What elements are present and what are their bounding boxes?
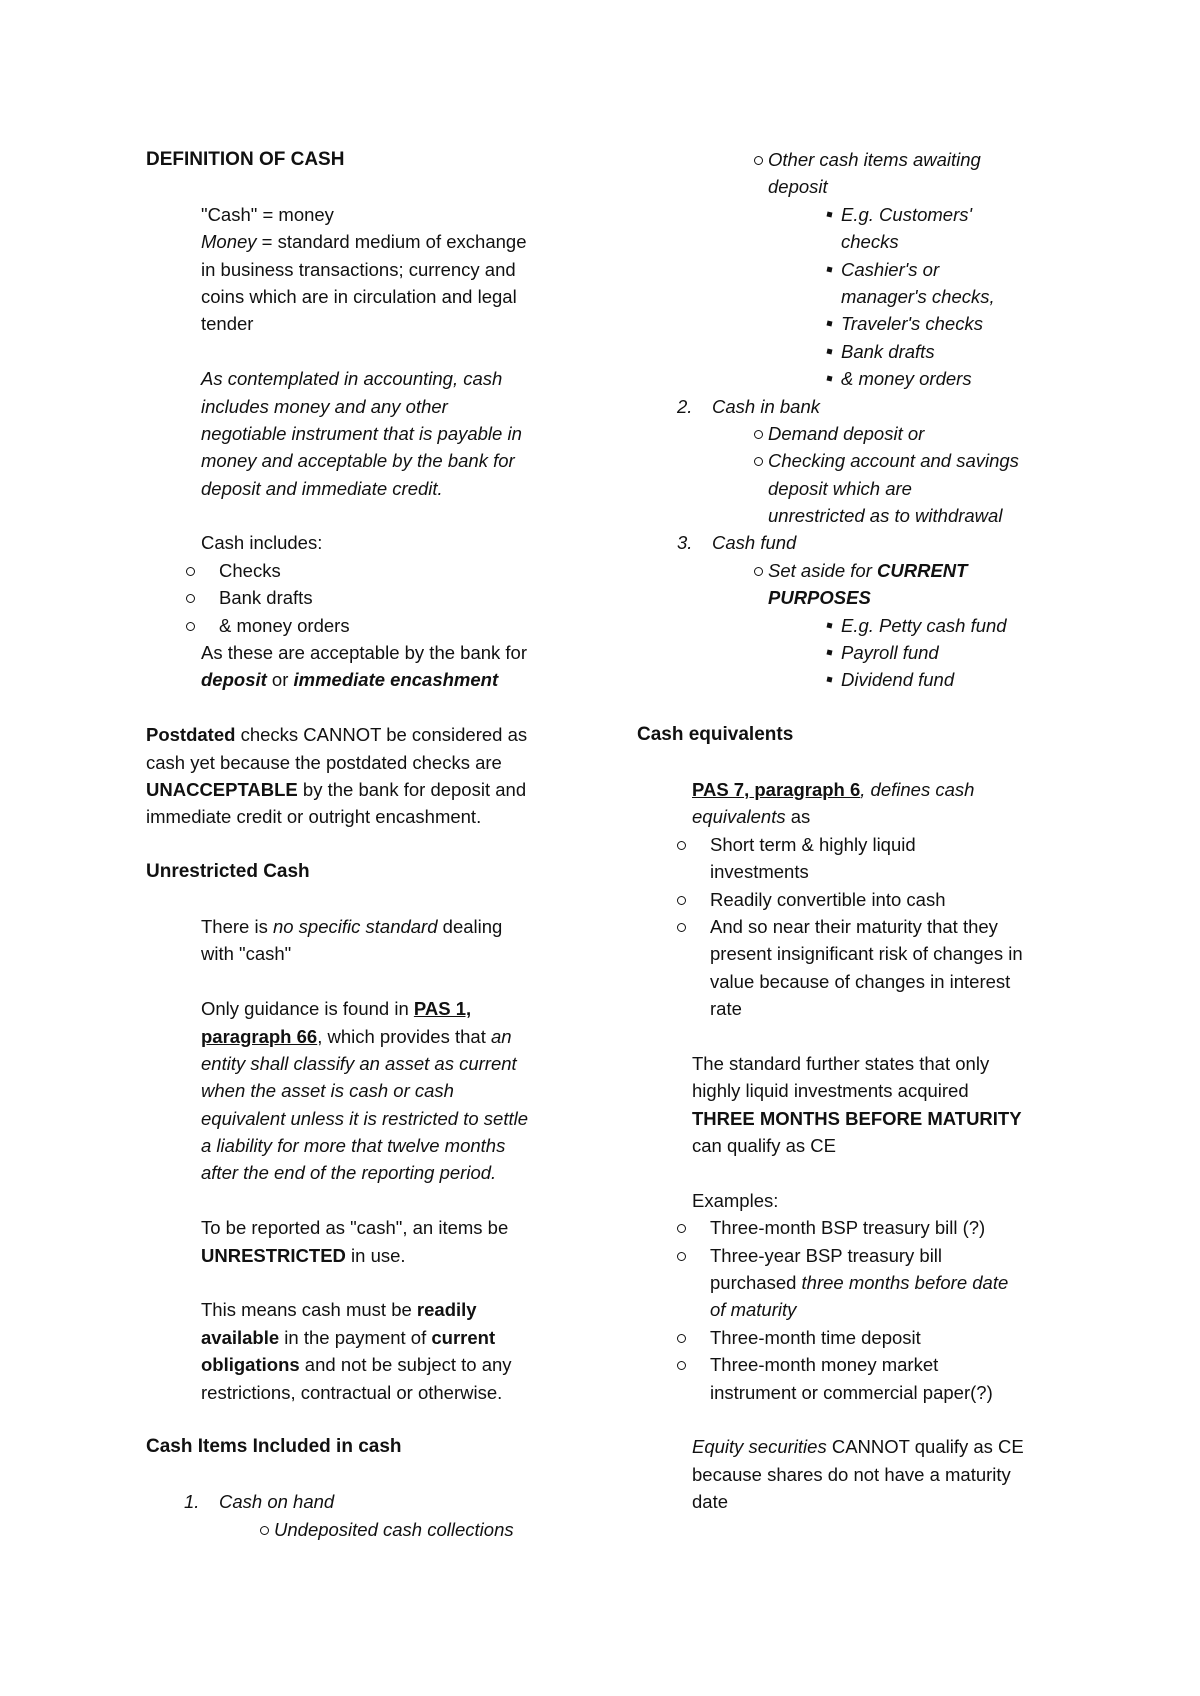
postdated-line: UNACCEPTABLE by the bank for deposit and [146,778,527,800]
unrestricted-line: paragraph 66, which provides that an [201,1025,512,1047]
accounting-definition-line: As contemplated in accounting, cash [201,368,503,390]
list-item: Three-month time deposit [637,1324,1077,1351]
list-item: Demand deposit or [637,420,1077,447]
list-item: & money orders [637,365,1077,392]
list-item: Three-month BSP treasury bill (?) [637,1214,1077,1241]
circle-bullet-icon [186,567,195,576]
list-item-continuation: PURPOSES [768,587,871,609]
pas7-line: PAS 7, paragraph 6, defines cash [692,778,975,800]
list-item: E.g. Customers' [637,201,1077,228]
list-item: And so near their maturity that they [637,913,1077,940]
acceptable-line: As these are acceptable by the bank for [201,642,528,664]
circle-bullet-icon [677,841,686,850]
list-item-continuation: checks [841,231,899,253]
list-item-continuation: deposit which are [768,477,912,499]
money-definition-line: Money = standard medium of exchange [201,231,527,253]
cash-equivalents-heading: Cash equivalents [637,724,794,746]
square-bullet-icon [827,266,833,272]
list-item: Dividend fund [637,666,1077,693]
list-item: Payroll fund [637,639,1077,666]
list-item: 2. Cash in bank [677,395,820,417]
list-item: Undeposited cash collections [146,1516,586,1543]
circle-bullet-icon [186,594,195,603]
list-item: Three-year BSP treasury bill [637,1242,1077,1269]
circle-bullet-icon [677,1224,686,1233]
list-item: Traveler's checks [637,310,1077,337]
list-item-continuation: purchased three months before date [710,1272,1009,1294]
unrestricted-line: To be reported as "cash", an items be [201,1217,509,1239]
list-item: Set aside for CURRENT [637,557,1077,584]
accounting-definition-line: includes money and any other [201,395,448,417]
standard-line: can qualify as CE [692,1135,836,1157]
list-item: Checks [146,557,586,584]
unrestricted-line: restrictions, contractual or otherwise. [201,1381,503,1403]
circle-bullet-icon [754,430,763,439]
standard-line: highly liquid investments acquired [692,1080,969,1102]
cash-equals-money: "Cash" = money [201,203,334,225]
square-bullet-icon [827,677,833,683]
list-item-continuation: manager's checks, [841,285,995,307]
square-bullet-icon [827,348,833,354]
examples-label: Examples: [692,1189,779,1211]
list-item: E.g. Petty cash fund [637,612,1077,639]
square-bullet-icon [827,622,833,628]
postdated-line: cash yet because the postdated checks are [146,751,502,773]
list-item: Three-month money market [637,1351,1077,1378]
equity-line: because shares do not have a maturity [692,1463,1011,1485]
cash-includes-label: Cash includes: [201,532,323,554]
unrestricted-line: entity shall classify an asset as current [201,1052,517,1074]
list-item-continuation: deposit [768,176,828,198]
postdated-line: Postdated checks CANNOT be considered as [146,724,528,746]
list-item-continuation: unrestricted as to withdrawal [768,505,1003,527]
unrestricted-line: a liability for more that twelve months [201,1135,506,1157]
list-item-continuation: rate [710,998,742,1020]
list-item: Bank drafts [146,584,586,611]
equity-line: date [692,1491,729,1513]
square-bullet-icon [827,376,833,382]
postdated-line: immediate credit or outright encashment. [146,806,482,828]
circle-bullet-icon [754,156,763,165]
money-definition-line: coins which are in circulation and legal [201,285,517,307]
unrestricted-line: There is no specific standard dealing [201,915,503,937]
list-item-continuation: investments [710,861,809,883]
standard-line: The standard further states that only [692,1052,990,1074]
unrestricted-line: after the end of the reporting period. [201,1162,497,1184]
list-item-continuation: value because of changes in interest [710,970,1011,992]
circle-bullet-icon [677,1252,686,1261]
list-item: Checking account and savings [637,447,1077,474]
list-item-continuation: instrument or commercial paper(?) [710,1381,993,1403]
list-item: & money orders [146,612,586,639]
list-item: Short term & highly liquid [637,831,1077,858]
unrestricted-line: available in the payment of current [201,1326,496,1348]
unrestricted-line: obligations and not be subject to any [201,1354,512,1376]
circle-bullet-icon [677,1334,686,1343]
circle-bullet-icon [677,1361,686,1370]
list-item: Bank drafts [637,338,1077,365]
square-bullet-icon [827,650,833,656]
standard-line: THREE MONTHS BEFORE MATURITY [692,1107,1022,1129]
circle-bullet-icon [186,622,195,631]
unrestricted-line: Only guidance is found in PAS 1, [201,998,472,1020]
unrestricted-line: UNRESTRICTED in use. [201,1244,406,1266]
list-item-continuation: present insignificant risk of changes in [710,943,1023,965]
items-included-heading: Cash Items Included in cash [146,1436,402,1458]
money-definition-line: in business transactions; currency and [201,258,516,280]
list-item: 1. Cash on hand [184,1491,335,1513]
circle-bullet-icon [677,896,686,905]
definition-heading: DEFINITION OF CASH [146,149,345,170]
unrestricted-line: with "cash" [201,943,292,965]
square-bullet-icon [827,211,833,217]
unrestricted-line: equivalent unless it is restricted to settle [201,1107,528,1129]
list-item-continuation: of maturity [710,1299,797,1321]
list-item: Other cash items awaiting [637,146,1077,173]
accounting-definition-line: negotiable instrument that is payable in [201,422,522,444]
square-bullet-icon [827,321,833,327]
circle-bullet-icon [754,567,763,576]
pas7-line: equivalents as [692,806,811,828]
unrestricted-line: This means cash must be readily [201,1299,477,1321]
circle-bullet-icon [754,457,763,466]
accounting-definition-line: deposit and immediate credit. [201,477,443,499]
unrestricted-line: when the asset is cash or cash [201,1080,454,1102]
circle-bullet-icon [260,1526,269,1535]
list-item: Readily convertible into cash [637,886,1077,913]
list-item: Cashier's or [637,256,1077,283]
accounting-definition-line: money and acceptable by the bank for [201,450,515,472]
right-column [637,146,1077,1516]
left-column [146,146,586,1543]
money-definition-line: tender [201,313,254,335]
unrestricted-heading: Unrestricted Cash [146,861,310,883]
acceptable-line: deposit or immediate encashment [201,669,499,691]
list-item: 3. Cash fund [677,532,797,554]
circle-bullet-icon [677,923,686,932]
equity-line: Equity securities CANNOT qualify as CE [692,1436,1024,1458]
